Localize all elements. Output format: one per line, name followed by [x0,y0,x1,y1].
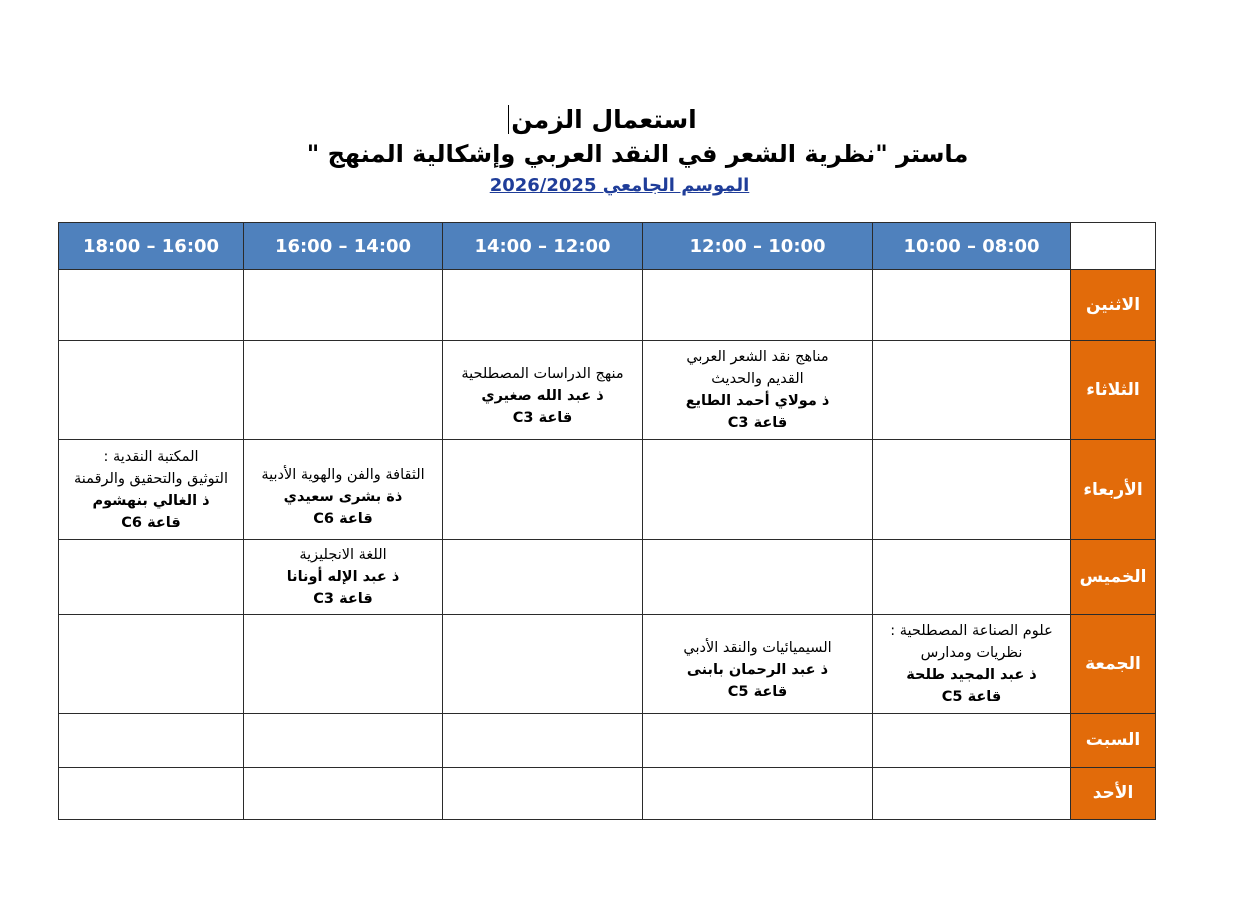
page-title: استعمال الزمن [0,100,1235,140]
schedule-cell [59,341,244,440]
table-row [59,440,1156,540]
program-subtitle: ماستر "نظرية الشعر في النقد العربي وإشكالية المنهج " [306,140,969,168]
schedule-cell [643,713,873,767]
schedule-cell [443,614,643,713]
schedule-cell [244,341,443,440]
room-label: قاعة C5 [727,683,788,700]
day-label: الاثنين [1071,270,1156,341]
time-slot-header: 18:00 – 16:00 [59,223,244,270]
session-cell [643,614,873,713]
schedule-cell [873,341,1071,440]
session-cell [244,440,443,540]
course-name: السيميائيات والنقد الأدبي [683,639,832,656]
session-cell [244,540,443,614]
time-slot-header: 14:00 – 12:00 [443,223,643,270]
professor-name: ذ عبد الله صغيري [481,388,604,405]
schedule-cell [244,270,443,341]
course-name: التوثيق والتحقيق والرقمنة [74,470,228,487]
schedule-cell [59,614,244,713]
schedule-cell [59,713,244,767]
session-cell [643,341,873,440]
schedule-cell [244,767,443,819]
schedule-cell [873,767,1071,819]
table-row [59,713,1156,767]
schedule-cell [443,713,643,767]
schedule-cell [244,713,443,767]
session-cell [443,341,643,440]
professor-name: ذ مولاي أحمد الطايع [685,393,830,410]
room-label: قاعة C3 [313,591,373,608]
schedule-cell [59,767,244,819]
course-name: منهج الدراسات المصطلحية [461,366,624,383]
day-label: الخميس [1071,540,1156,614]
table-row [59,767,1156,819]
schedule-cell [443,440,643,540]
professor-name: ذ عبد الإله أونانا [286,569,400,586]
course-name: اللغة الانجليزية [299,547,387,564]
schedule-cell [643,440,873,540]
professor-name: ذ الغالي بنهشوم [92,492,210,509]
professor-name: ذة بشرى سعيدي [283,488,403,505]
schedule-cell [244,614,443,713]
day-label: السبت [1071,713,1156,767]
course-name: القديم والحديث [711,371,804,388]
table-row [59,540,1156,614]
day-label: الثلاثاء [1071,341,1156,440]
time-slot-header: 16:00 – 14:00 [244,223,443,270]
schedule-cell [443,540,643,614]
corner-cell [1071,223,1156,270]
professor-name: ذ عبد المجيد طلحة [906,666,1037,683]
academic-season: الموسم الجامعي 2026/2025 [489,175,750,196]
schedule-cell [643,767,873,819]
room-label: قاعة C3 [727,415,788,432]
schedule-cell [443,767,643,819]
table-row [59,341,1156,440]
professor-name: ذ عبد الرحمان بابنى [686,661,829,678]
course-name: نظريات ومدارس [920,644,1023,661]
schedule-cell [873,270,1071,341]
session-cell [873,614,1071,713]
room-label: قاعة C5 [941,688,1002,705]
time-slot-header: 12:00 – 10:00 [643,223,873,270]
room-label: قاعة C6 [313,510,373,527]
schedule-cell [443,270,643,341]
course-name: المكتبة النقدية : [103,448,199,465]
schedule-cell [873,713,1071,767]
course-name: علوم الصناعة المصطلحية : [890,622,1053,639]
session-cell [59,440,244,540]
schedule-cell [643,270,873,341]
table-row [59,614,1156,713]
schedule-cell [873,540,1071,614]
schedule-cell [643,540,873,614]
day-label: الأحد [1071,767,1156,819]
timetable-header-row [59,223,1156,270]
time-slot-header: 10:00 – 08:00 [873,223,1071,270]
day-label: الجمعة [1071,614,1156,713]
table-row [59,270,1156,341]
room-label: قاعة C3 [512,410,573,427]
timetable [58,222,1156,820]
course-name: الثقافة والفن والهوية الأدبية [261,466,425,483]
course-name: مناهج نقد الشعر العربي [686,349,829,366]
room-label: قاعة C6 [121,514,181,531]
schedule-cell [873,440,1071,540]
schedule-cell [59,270,244,341]
schedule-cell [59,540,244,614]
day-label: الأربعاء [1071,440,1156,540]
